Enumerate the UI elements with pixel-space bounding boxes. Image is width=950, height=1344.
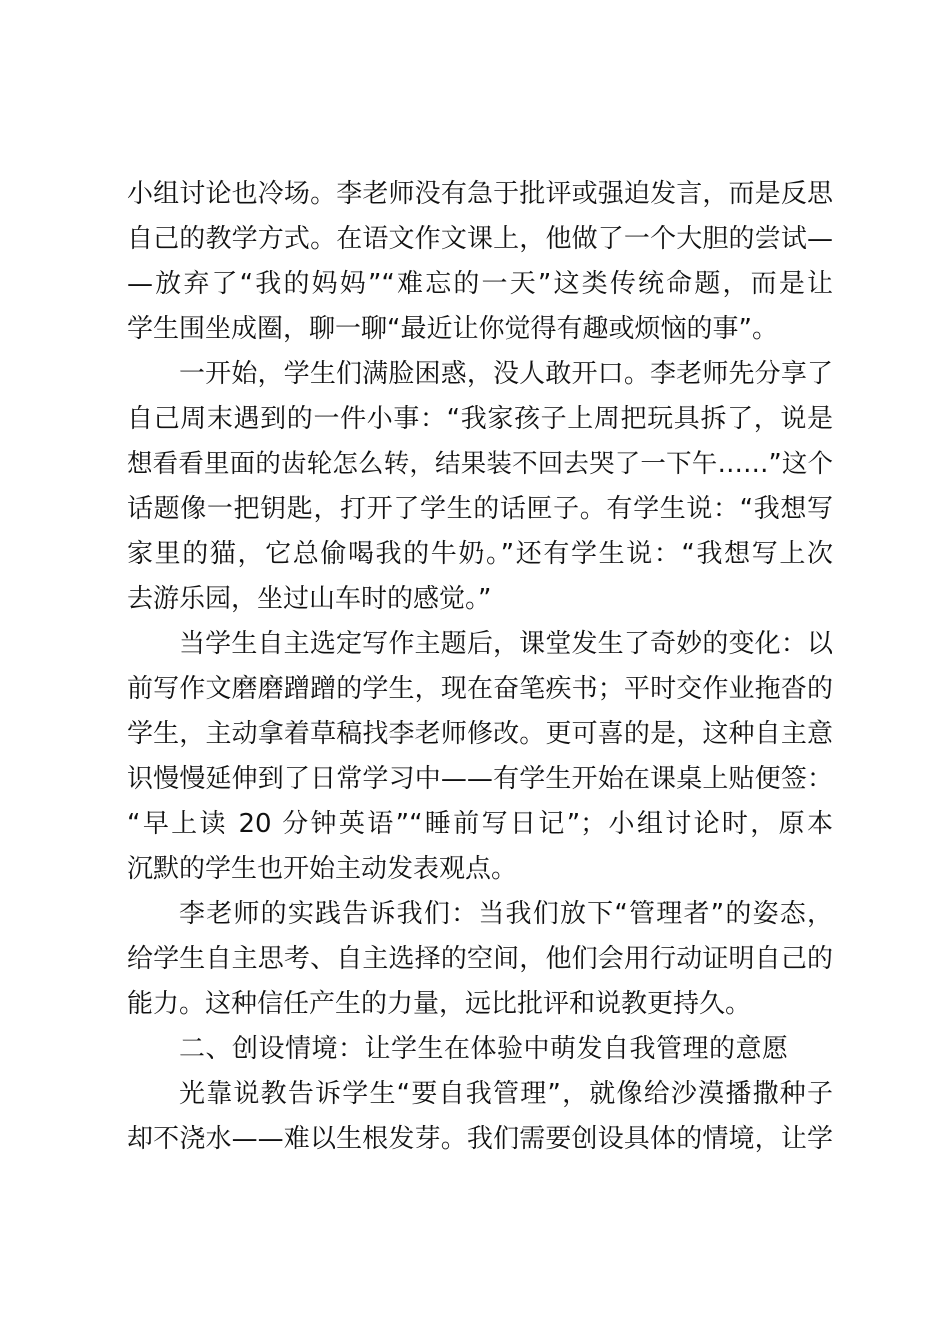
- paragraph-first-line: 光靠说教告诉学生“要自我管理”，就像给沙漠播撒种子: [179, 1079, 833, 1109]
- text-line: 去游乐园，坐过山车时的感觉。”: [127, 584, 492, 614]
- text-line: 自己的教学方式。在语文作文课上，他做了一个大胆的尝试—: [127, 224, 833, 254]
- text-line: 学生，主动拿着草稿找李老师修改。更可喜的是，这种自主意: [127, 719, 833, 749]
- text-line: 小组讨论也冷场。李老师没有急于批评或强迫发言，而是反思: [127, 179, 833, 209]
- text-line: 自己周末遇到的一件小事：“我家孩子上周把玩具拆了，说是: [127, 404, 833, 434]
- text-line: 前写作文磨磨蹭蹭的学生，现在奋笔疾书；平时交作业拖沓的: [127, 674, 833, 704]
- section-heading: 二、创设情境：让学生在体验中萌发自我管理的意愿: [179, 1034, 789, 1064]
- text-line: 却不浇水——难以生根发芽。我们需要创设具体的情境，让学: [127, 1124, 833, 1154]
- text-line: 识慢慢延伸到了日常学习中——有学生开始在课桌上贴便签：: [127, 764, 833, 794]
- text-line: 给学生自主思考、自主选择的空间，他们会用行动证明自己的: [127, 944, 833, 974]
- text-line: —放弃了“我的妈妈”“难忘的一天”这类传统命题，而是让: [127, 269, 833, 299]
- text-line: 想看看里面的齿轮怎么转，结果装不回去哭了一下午……”这个: [127, 449, 833, 479]
- body-text: [127, 172, 833, 1162]
- paragraph-first-line: 李老师的实践告诉我们：当我们放下“管理者”的姿态，: [179, 899, 833, 929]
- text-line: “早上读 20 分钟英语”“睡前写日记”；小组讨论时，原本: [127, 809, 833, 839]
- paragraph-first-line: 一开始，学生们满脸困惑，没人敢开口。李老师先分享了: [179, 359, 833, 389]
- text-line: 家里的猫，它总偷喝我的牛奶。”还有学生说：“我想写上次: [127, 539, 833, 569]
- text-line: 沉默的学生也开始主动发表观点。: [127, 854, 518, 884]
- text-line: 话题像一把钥匙，打开了学生的话匣子。有学生说：“我想写: [127, 494, 833, 524]
- text-line: 学生围坐成圈，聊一聊“最近让你觉得有趣或烦恼的事”。: [127, 314, 778, 344]
- text-line: 能力。这种信任产生的力量，远比批评和说教更持久。: [127, 989, 752, 1019]
- paragraph-first-line: 当学生自主选定写作主题后，课堂发生了奇妙的变化：以: [179, 629, 833, 659]
